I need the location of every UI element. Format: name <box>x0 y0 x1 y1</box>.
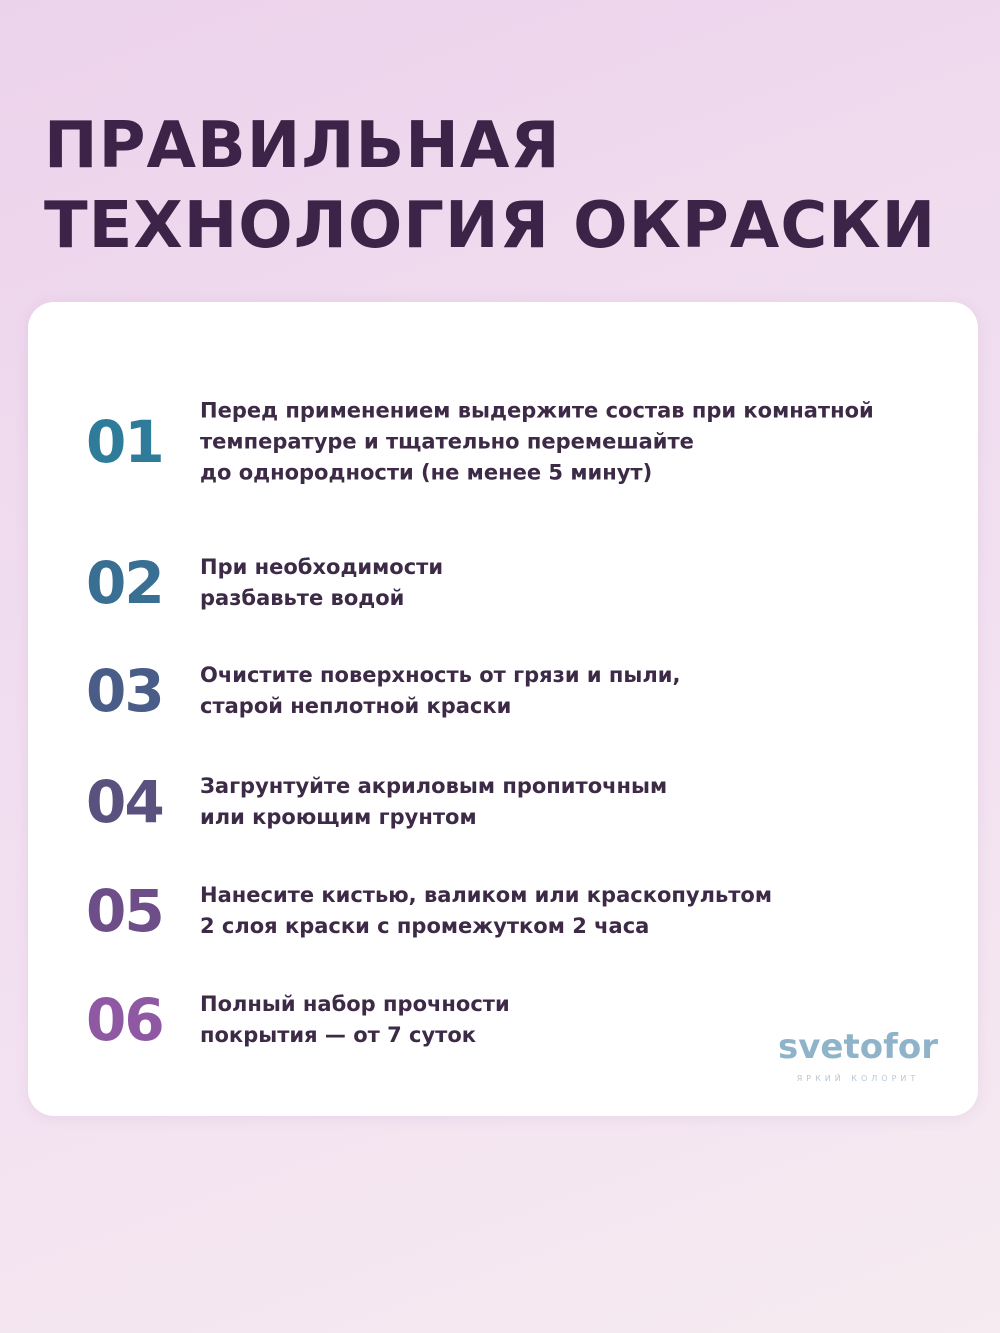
step-number: 06 <box>86 986 163 1054</box>
step-line: Полный набор прочности <box>200 992 510 1016</box>
step-03 <box>86 641 946 741</box>
step-line: или кроющим грунтом <box>200 805 477 829</box>
step-line: температуре и тщательно перемешайте <box>200 429 694 454</box>
step-number: 01 <box>86 408 163 476</box>
step-04 <box>86 752 946 852</box>
step-line: Перед применением выдержите состав при комнатной <box>200 398 874 423</box>
step-line: покрытия — от 7 суток <box>200 1023 477 1047</box>
step-02 <box>86 533 946 633</box>
step-line: разбавьте водой <box>200 586 405 610</box>
step-line: до однородности (не менее 5 минут) <box>200 460 653 485</box>
page-title <box>44 106 936 266</box>
brand-logo <box>778 1027 938 1083</box>
step-line: Нанесите кистью, валиком или краскопультом <box>200 883 772 907</box>
step-description <box>200 771 940 833</box>
logo-name: svetofor <box>778 1027 938 1067</box>
step-number: 03 <box>86 657 163 725</box>
step-number: 04 <box>86 768 163 836</box>
title-line-2: ТЕХНОЛОГИЯ ОКРАСКИ <box>44 189 937 263</box>
step-number: 05 <box>86 877 163 945</box>
step-line: Загрунтуйте акриловым пропиточным <box>200 774 668 798</box>
step-description <box>200 552 940 614</box>
step-line: При необходимости <box>200 555 444 579</box>
step-05 <box>86 861 946 961</box>
title-line-1: ПРАВИЛЬНАЯ <box>44 109 561 183</box>
step-01 <box>86 392 946 492</box>
step-line: Очистите поверхность от грязи и пыли, <box>200 663 681 687</box>
step-description <box>200 880 940 942</box>
steps-card <box>28 302 978 1116</box>
step-number: 02 <box>86 549 163 617</box>
step-line: 2 слоя краски с промежутком 2 часа <box>200 914 650 938</box>
step-description <box>200 396 940 489</box>
logo-tagline: ЯРКИЙ КОЛОРИТ <box>796 1074 920 1083</box>
step-description <box>200 660 940 722</box>
step-line: старой неплотной краски <box>200 694 512 718</box>
